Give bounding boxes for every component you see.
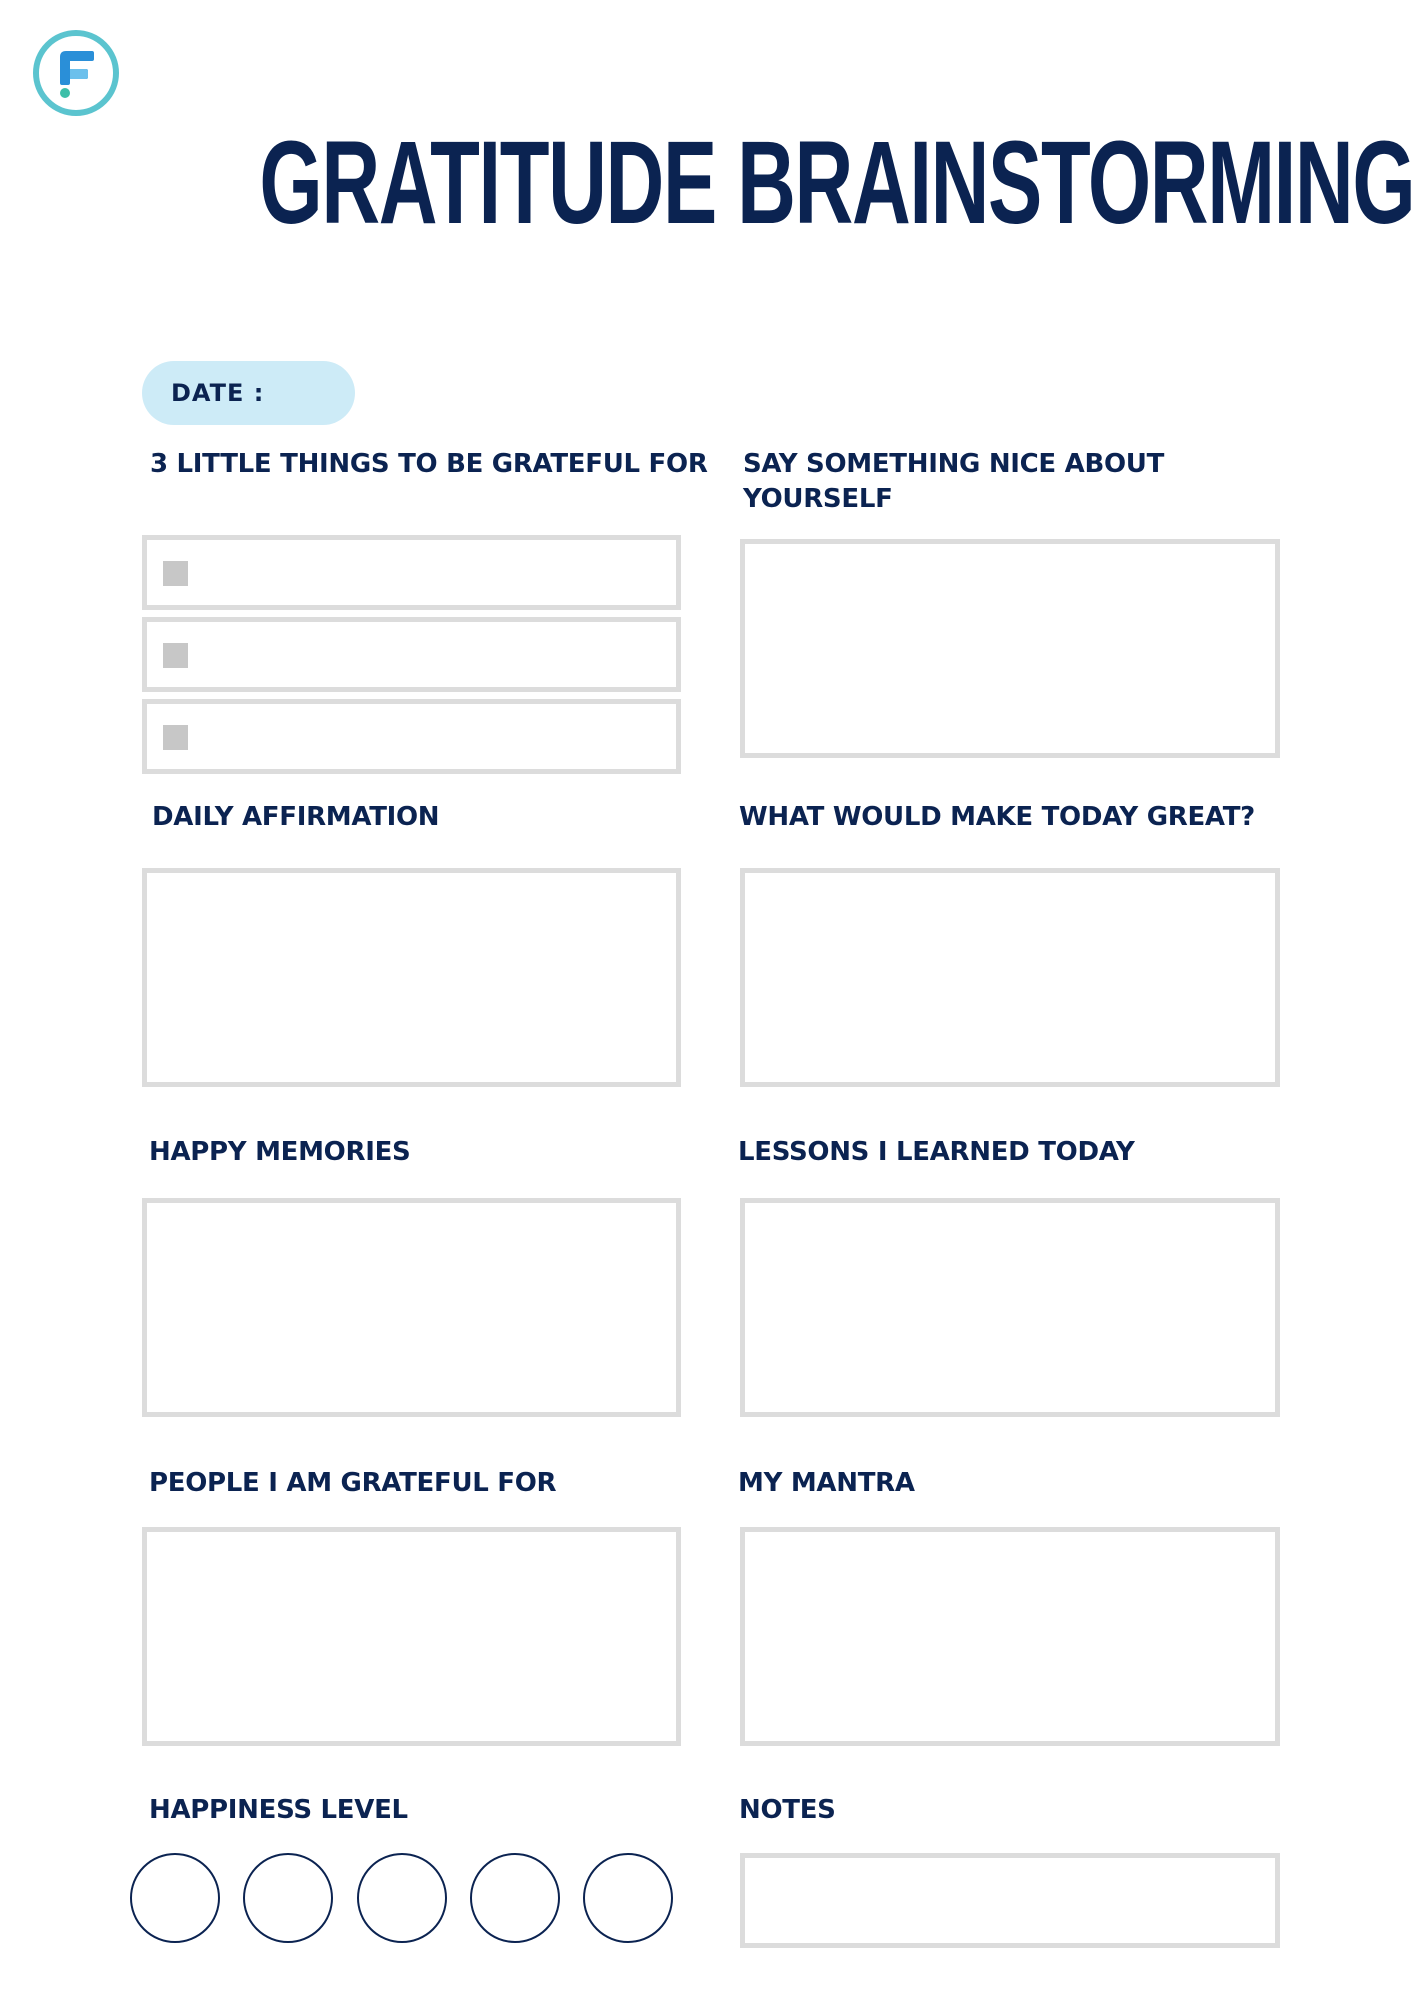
notes-box[interactable]	[740, 1853, 1280, 1948]
happiness-level-circle-1[interactable]	[130, 1853, 220, 1943]
section-label-notes: NOTES	[739, 1795, 836, 1825]
section-label-happy-memories: HAPPY MEMORIES	[149, 1137, 411, 1167]
checkbox-icon[interactable]	[163, 725, 188, 750]
section-label-people-grateful: PEOPLE I AM GRATEFUL FOR	[149, 1468, 557, 1498]
my-mantra-box[interactable]	[740, 1527, 1280, 1746]
daily-affirmation-box[interactable]	[142, 868, 681, 1087]
make-today-great-box[interactable]	[740, 868, 1280, 1087]
page-title: GRATITUDE BRAINSTORMING	[259, 117, 1414, 249]
section-label-happiness-level: HAPPINESS LEVEL	[149, 1795, 408, 1825]
happiness-level-circle-2[interactable]	[243, 1853, 333, 1943]
date-label: DATE :	[171, 379, 265, 407]
happiness-level-circle-4[interactable]	[470, 1853, 560, 1943]
people-grateful-box[interactable]	[142, 1527, 681, 1746]
brand-logo-icon	[32, 29, 120, 117]
section-label-grateful-things: 3 LITTLE THINGS TO BE GRATEFUL FOR	[150, 449, 708, 479]
lessons-learned-box[interactable]	[740, 1198, 1280, 1417]
section-label-lessons-learned: LESSONS I LEARNED TODAY	[738, 1137, 1135, 1167]
section-label-daily-affirmation: DAILY AFFIRMATION	[152, 802, 440, 832]
nice-about-yourself-box[interactable]	[740, 539, 1280, 758]
happiness-level-circle-3[interactable]	[357, 1853, 447, 1943]
date-field[interactable]	[142, 361, 355, 425]
section-label-nice-about-yourself: SAY SOMETHING NICE ABOUT YOURSELF	[743, 449, 1165, 514]
grateful-item-3[interactable]	[142, 699, 681, 774]
section-label-make-today-great: WHAT WOULD MAKE TODAY GREAT?	[739, 802, 1255, 832]
happiness-level-circle-5[interactable]	[583, 1853, 673, 1943]
section-label-my-mantra: MY MANTRA	[738, 1468, 915, 1498]
grateful-item-2[interactable]	[142, 617, 681, 692]
grateful-item-1[interactable]	[142, 535, 681, 610]
checkbox-icon[interactable]	[163, 561, 188, 586]
checkbox-icon[interactable]	[163, 643, 188, 668]
happy-memories-box[interactable]	[142, 1198, 681, 1417]
